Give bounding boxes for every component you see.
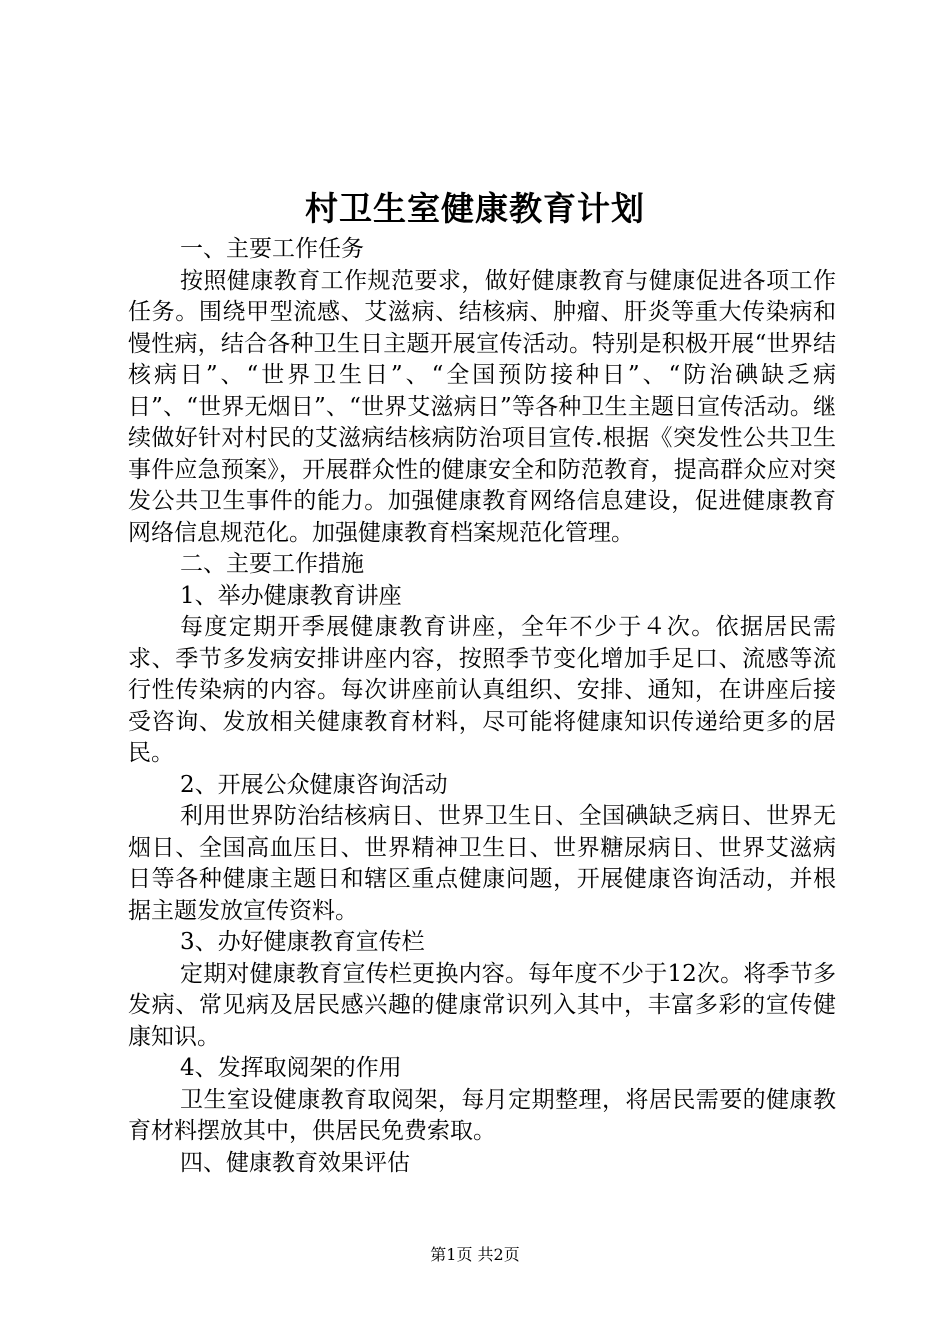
section-heading-1: 一、主要工作任务	[180, 236, 364, 262]
document-title: 村卫生室健康教育计划	[305, 189, 645, 228]
subheading-bulletin-board: 3、办好健康教育宣传栏	[180, 929, 425, 955]
paragraph-bulletin-board: 定期对健康教育宣传栏更换内容。每年度不少于12次。将季节多发病、常见病及居民感兴趣的健康常识列入其中，丰富多彩的宣传健康知识。	[128, 960, 836, 1050]
subheading-reading-rack: 4、发挥取阅架的作用	[180, 1055, 402, 1081]
paragraph-reading-rack: 卫生室设健康教育取阅架，每月定期整理，将居民需要的健康教育材料摆放其中，供居民免费索取。	[128, 1086, 836, 1144]
paragraph-lectures: 每度定期开季展健康教育讲座，全年不少于４次。依据居民需求、季节多发病安排讲座内容，按照季节变化增加手足口、流感等流行性传染病的内容。每次讲座前认真组织、安排、通知，在讲座后接受咨询、发放相关健康教育材料，尽可能将健康知识传递给更多的居民。	[128, 614, 836, 766]
subheading-lectures: 1、举办健康教育讲座	[180, 582, 402, 609]
document-body	[128, 234, 836, 1179]
subheading-consultation: 2、开展公众健康咨询活动	[180, 771, 448, 798]
paragraph-work-tasks: 按照健康教育工作规范要求，做好健康教育与健康促进各项工作任务。围绕甲型流感、艾滋病、结核病、肿瘤、肝炎等重大传染病和慢性病，结合各种卫生日主题开展宣传活动。特别是积极开展“世界结核病日”、“世界卫生日”、“全国预防接种日”、“防治碘缺乏病日”、“世界无烟日”、“世界艾滋病日”等各种卫生主题日宣传活动。继续做好针对村民的艾滋病结核病防治项目宣传.根据《突发性公共卫生事件应急预案》，开展群众性的健康安全和防范教育，提高群众应对突发公共卫生事件的能力。加强健康教育网络信息建设，促进健康教育网络信息规范化。加强健康教育档案规范化管理。	[128, 267, 836, 546]
page-number-footer: 第1页 共2页	[430, 1245, 520, 1264]
section-heading-4: 四、健康教育效果评估	[180, 1149, 410, 1176]
section-heading-2: 二、主要工作措施	[180, 551, 364, 577]
paragraph-consultation: 利用世界防治结核病日、世界卫生日、全国碘缺乏病日、世界无烟日、全国高血压日、世界精神卫生日、世界糖尿病日、世界艾滋病日等各种健康主题日和辖区重点健康问题，开展健康咨询活动，并根据主题发放宣传资料。	[128, 803, 836, 924]
